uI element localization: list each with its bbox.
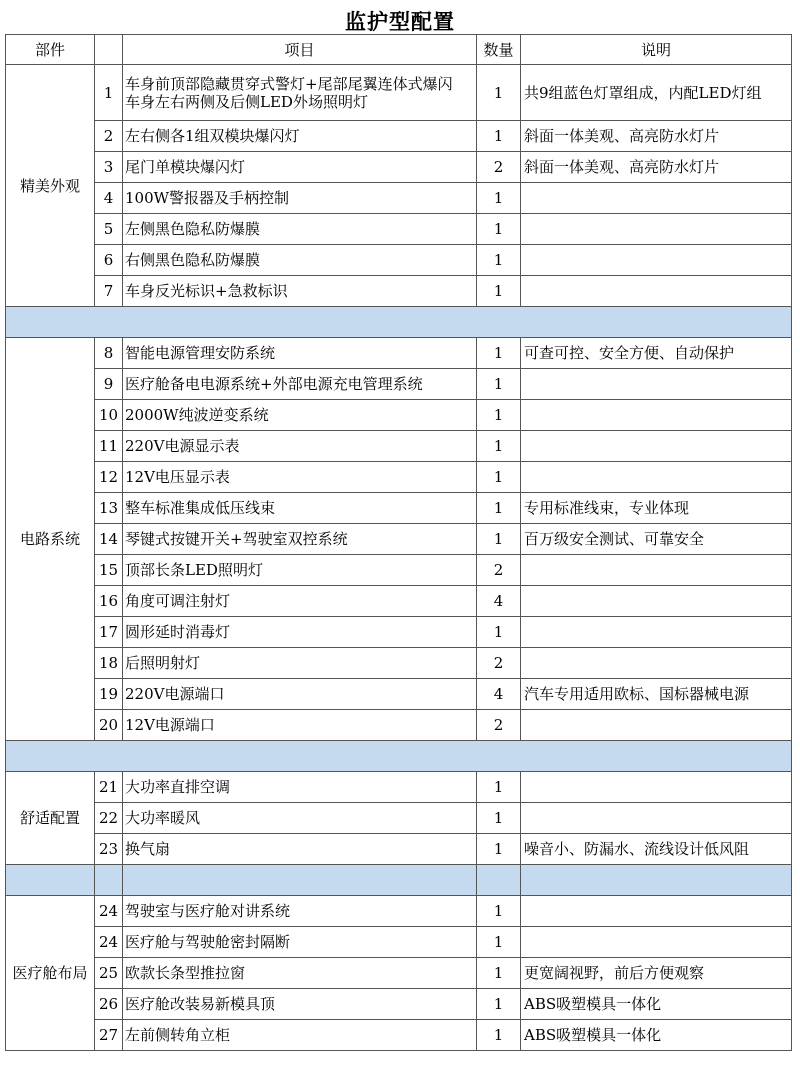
item-cell: 12V电源端口 [123,710,477,741]
note-cell: 噪音小、防漏水、流线设计低风阻 [521,834,792,865]
note-cell [521,431,792,462]
note-cell [521,462,792,493]
item-cell: 220V电源显示表 [123,431,477,462]
qty-cell: 1 [477,462,521,493]
qty-cell: 1 [477,214,521,245]
qty-cell: 2 [477,710,521,741]
qty-cell: 2 [477,555,521,586]
note-cell [521,555,792,586]
note-cell [521,400,792,431]
item-cell: 医疗舱备电电源系统+外部电源充电管理系统 [123,369,477,400]
table-row [6,121,792,152]
qty-cell: 1 [477,245,521,276]
item-line: 车身前顶部隐藏贯穿式警灯+尾部尾翼连体式爆闪 [125,74,453,93]
qty-cell: 1 [477,276,521,307]
item-cell: 12V电压显示表 [123,462,477,493]
qty-cell: 1 [477,338,521,369]
separator-cell [6,307,792,338]
table-row [6,772,792,803]
table-row [6,152,792,183]
row-number: 18 [95,648,123,679]
note-cell: 斜面一体美观、高亮防水灯片 [521,152,792,183]
note-cell [521,710,792,741]
qty-cell: 1 [477,65,521,121]
note-cell [521,183,792,214]
category-cell: 精美外观 [6,65,95,307]
qty-cell: 1 [477,803,521,834]
item-cell: 大功率暖风 [123,803,477,834]
row-number: 19 [95,679,123,710]
item-cell: 左右侧各1组双模块爆闪灯 [123,121,477,152]
table-row [6,927,792,958]
table-row [6,989,792,1020]
note-cell [521,369,792,400]
table-row [6,65,792,121]
separator-cell [477,865,521,896]
qty-cell: 2 [477,648,521,679]
note-cell: 共9组蓝色灯罩组成，内配LED灯组 [521,65,792,121]
row-number: 1 [95,65,123,121]
category-cell: 舒适配置 [6,772,95,865]
item-cell: 换气扇 [123,834,477,865]
item-cell: 车身反光标识+急救标识 [123,276,477,307]
row-number: 24 [95,927,123,958]
item-cell: 医疗舱与驾驶舱密封隔断 [123,927,477,958]
table-row [6,834,792,865]
note-cell [521,896,792,927]
note-cell [521,927,792,958]
row-number: 14 [95,524,123,555]
row-number: 4 [95,183,123,214]
item-cell: 左前侧转角立柜 [123,1020,477,1051]
category-cell: 电路系统 [6,338,95,741]
note-cell: 更宽阔视野，前后方便观察 [521,958,792,989]
row-number: 12 [95,462,123,493]
header-row [6,35,792,65]
note-cell: ABS吸塑模具一体化 [521,1020,792,1051]
category-cell: 医疗舱布局 [6,896,95,1051]
table-row [6,958,792,989]
qty-cell: 1 [477,431,521,462]
table-row [6,431,792,462]
header-qty: 数量 [477,35,521,65]
row-number: 27 [95,1020,123,1051]
row-number: 9 [95,369,123,400]
separator-row [6,741,792,772]
header-part: 部件 [6,35,95,65]
qty-cell: 1 [477,121,521,152]
row-number: 23 [95,834,123,865]
note-cell [521,617,792,648]
note-cell [521,803,792,834]
row-number: 5 [95,214,123,245]
note-cell: 百万级安全测试、可靠安全 [521,524,792,555]
row-number: 7 [95,276,123,307]
table-row [6,679,792,710]
note-cell [521,648,792,679]
item-cell: 整车标准集成低压线束 [123,493,477,524]
table-row [6,245,792,276]
item-line: 车身左右两侧及后侧LED外场照明灯 [125,92,368,111]
qty-cell: 1 [477,400,521,431]
note-cell [521,214,792,245]
separator-cell [95,865,123,896]
note-cell [521,772,792,803]
qty-cell: 1 [477,369,521,400]
row-number: 21 [95,772,123,803]
item-cell: 后照明射灯 [123,648,477,679]
table-row [6,400,792,431]
row-number: 22 [95,803,123,834]
item-cell: 220V电源端口 [123,679,477,710]
note-cell: 汽车专用适用欧标、国标器械电源 [521,679,792,710]
table-row [6,896,792,927]
item-cell: 右侧黑色隐私防爆膜 [123,245,477,276]
item-cell [123,65,477,121]
item-cell: 驾驶室与医疗舱对讲系统 [123,896,477,927]
row-number: 17 [95,617,123,648]
page-title: 监护型配置 [345,10,455,34]
header-note: 说明 [521,35,792,65]
separator-row [6,307,792,338]
qty-cell: 1 [477,493,521,524]
table-row [6,276,792,307]
table-row [6,555,792,586]
row-number: 25 [95,958,123,989]
table-row [6,524,792,555]
table-row [6,214,792,245]
row-number: 16 [95,586,123,617]
table-row [6,183,792,214]
header-item: 项目 [123,35,477,65]
note-cell: 斜面一体美观、高亮防水灯片 [521,121,792,152]
qty-cell: 1 [477,834,521,865]
qty-cell: 2 [477,152,521,183]
row-number: 6 [95,245,123,276]
table-row [6,1020,792,1051]
table-row [6,586,792,617]
qty-cell: 1 [477,772,521,803]
separator-cell [6,865,95,896]
qty-cell: 1 [477,524,521,555]
separator-cell [521,865,792,896]
separator-cell [123,865,477,896]
item-cell: 医疗舱改装易新模具顶 [123,989,477,1020]
table-row [6,617,792,648]
item-cell: 角度可调注射灯 [123,586,477,617]
row-number: 8 [95,338,123,369]
qty-cell: 1 [477,183,521,214]
qty-cell: 1 [477,927,521,958]
item-cell: 100W警报器及手柄控制 [123,183,477,214]
row-number: 13 [95,493,123,524]
note-cell [521,245,792,276]
qty-cell: 4 [477,679,521,710]
item-cell: 圆形延时消毒灯 [123,617,477,648]
row-number: 20 [95,710,123,741]
qty-cell: 1 [477,896,521,927]
qty-cell: 1 [477,617,521,648]
item-cell: 智能电源管理安防系统 [123,338,477,369]
separator-cell [6,741,792,772]
item-cell: 顶部长条LED照明灯 [123,555,477,586]
row-number: 15 [95,555,123,586]
qty-cell: 4 [477,586,521,617]
note-cell: ABS吸塑模具一体化 [521,989,792,1020]
table-row [6,338,792,369]
row-number: 11 [95,431,123,462]
row-number: 2 [95,121,123,152]
note-cell [521,276,792,307]
item-cell: 左侧黑色隐私防爆膜 [123,214,477,245]
table-row [6,648,792,679]
row-number: 26 [95,989,123,1020]
table-row [6,462,792,493]
item-cell: 尾门单模块爆闪灯 [123,152,477,183]
qty-cell: 1 [477,958,521,989]
item-cell: 2000W纯波逆变系统 [123,400,477,431]
table-row [6,803,792,834]
config-table [5,34,792,1051]
qty-cell: 1 [477,1020,521,1051]
item-cell: 大功率直排空调 [123,772,477,803]
header-blank [95,35,123,65]
table-row [6,710,792,741]
note-cell: 可查可控、安全方便、自动保护 [521,338,792,369]
separator-row [6,865,792,896]
table-row [6,493,792,524]
item-cell: 琴键式按键开关+驾驶室双控系统 [123,524,477,555]
item-cell: 欧款长条型推拉窗 [123,958,477,989]
note-cell: 专用标准线束，专业体现 [521,493,792,524]
row-number: 24 [95,896,123,927]
note-cell [521,586,792,617]
table-row [6,369,792,400]
qty-cell: 1 [477,989,521,1020]
row-number: 3 [95,152,123,183]
row-number: 10 [95,400,123,431]
